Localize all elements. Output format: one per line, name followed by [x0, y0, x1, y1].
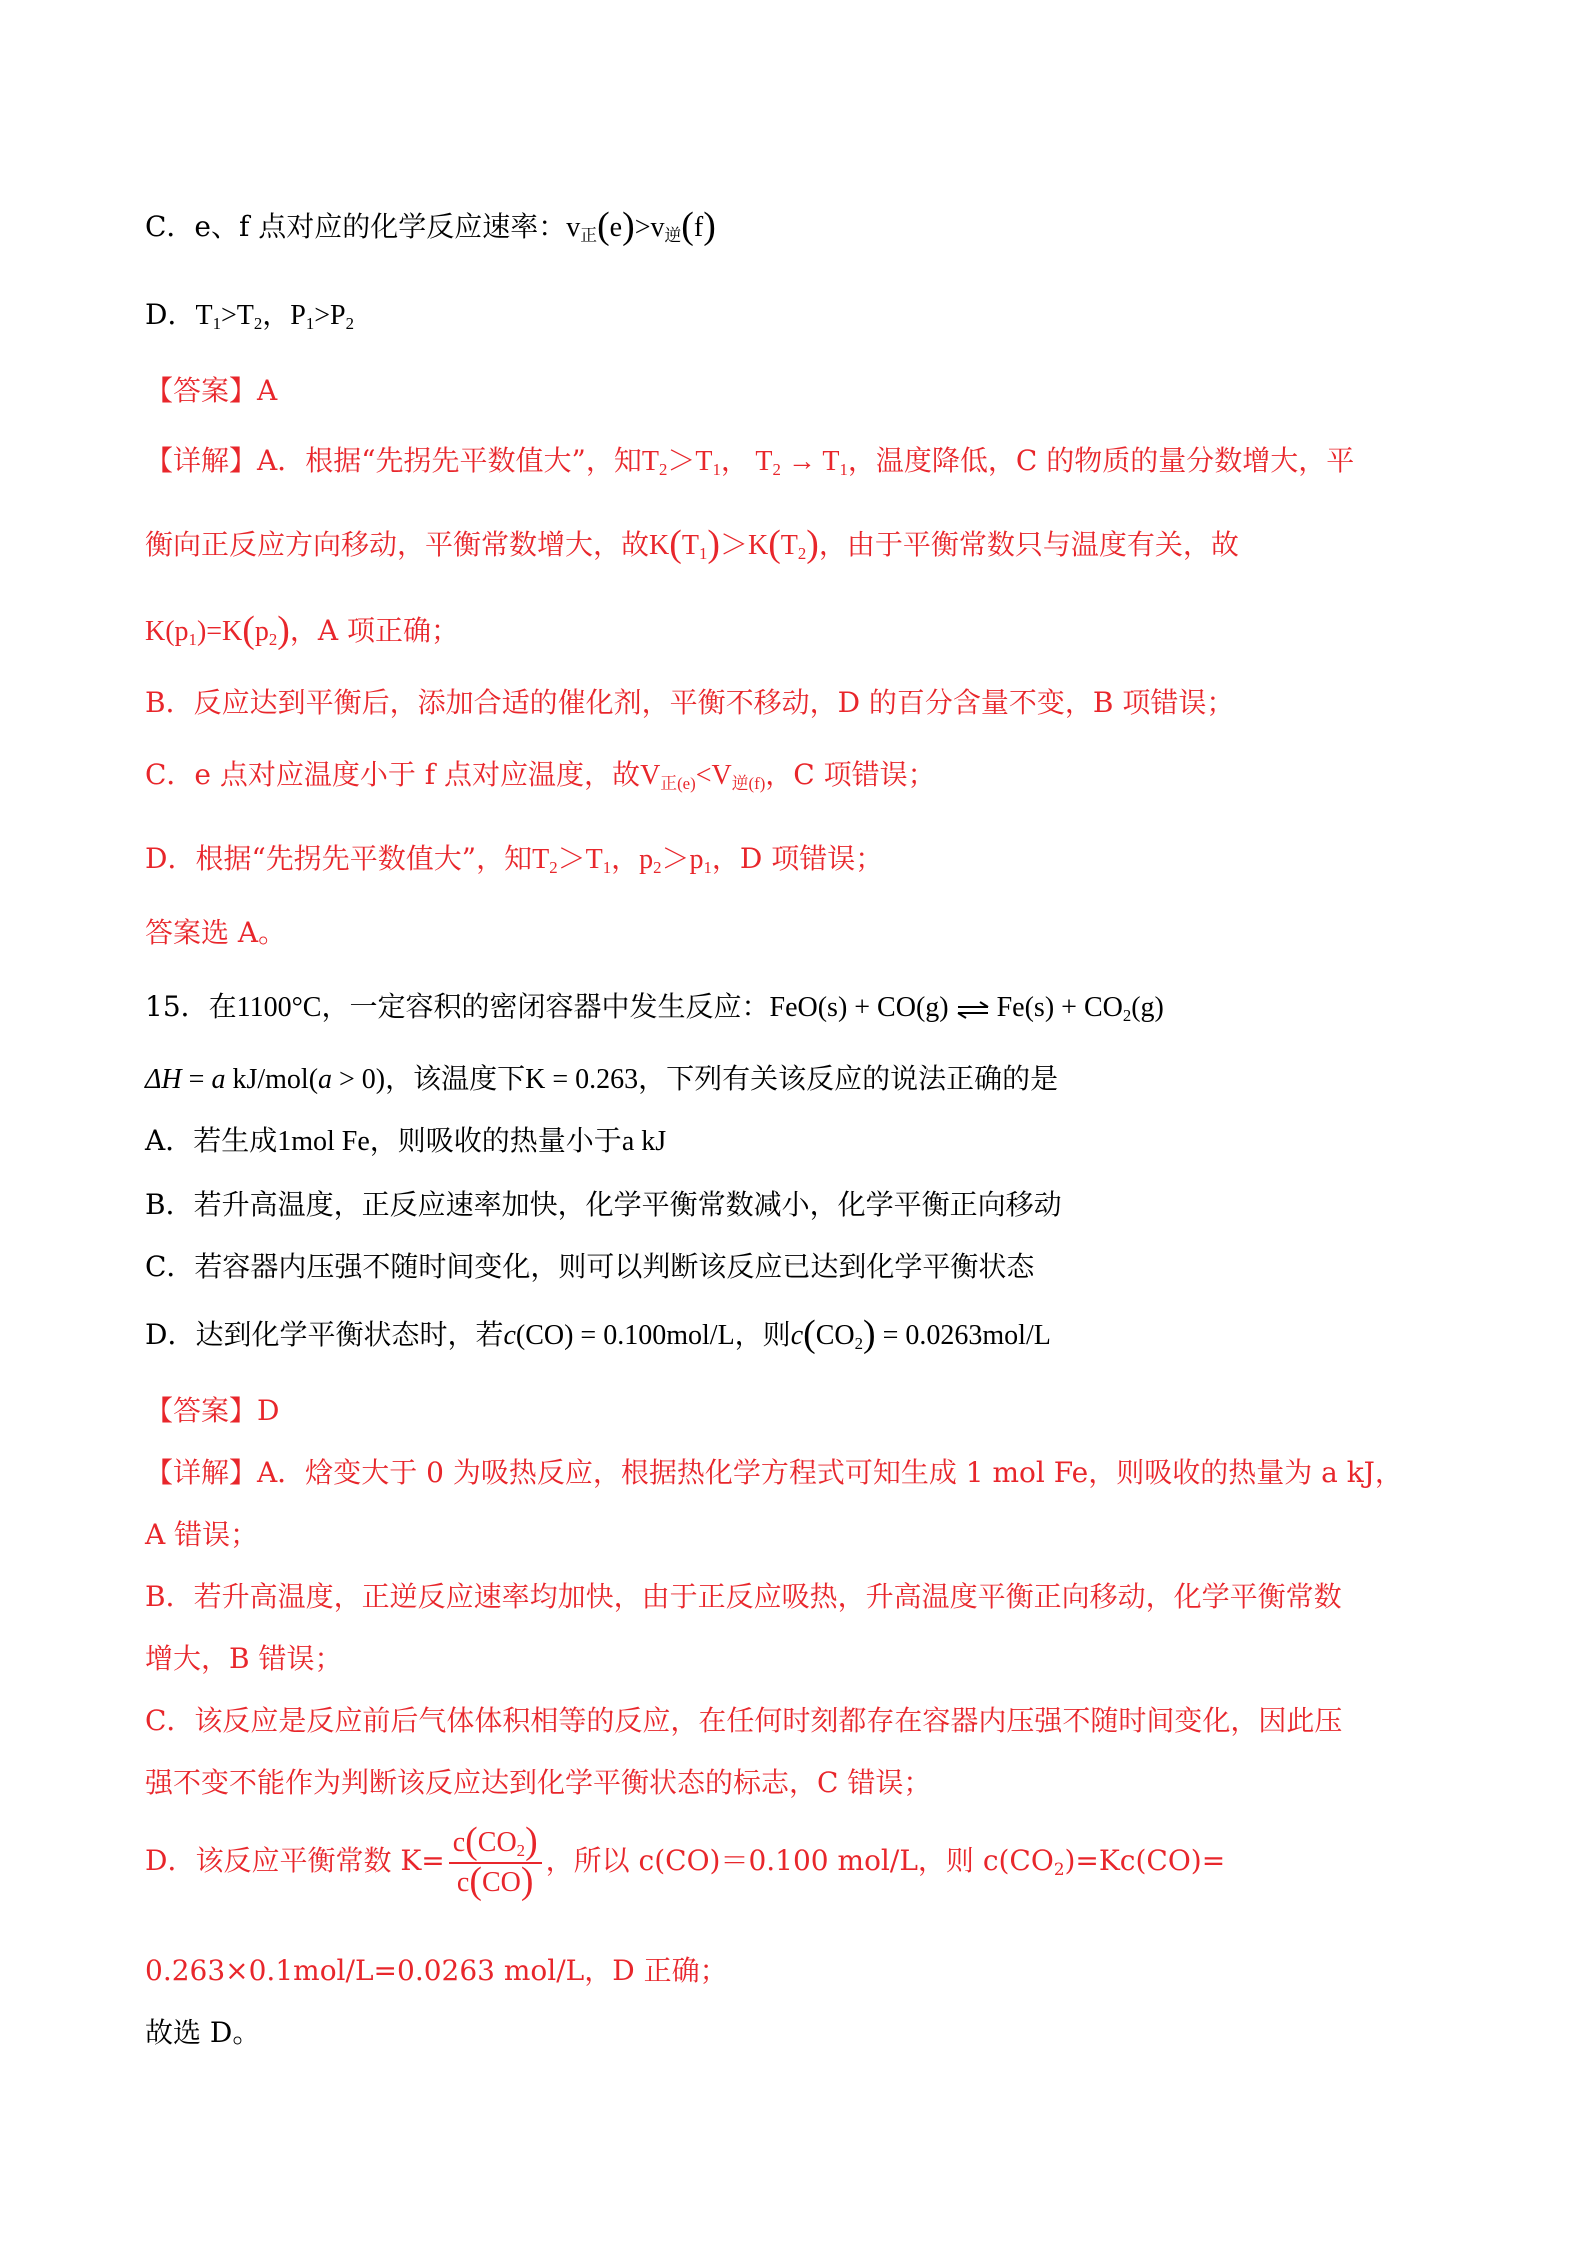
q15-detail-d-line2: 0.263×0.1mol/L=0.0263 mol/L，D 正确；	[145, 1954, 728, 1987]
detail-tag: 【详解】	[145, 444, 258, 477]
q15-detail-d-line1: D．该反应平衡常数 K= $\frac{c(CO_2)}{c(CO)}$ ，所以 c(CO)＝0.100 mol/L，则 $c(CO_2)=Kc(CO)=$	[145, 1819, 1226, 1902]
q14-detail-c: C．e 点对应温度小于 f 点对应温度，故$V_{正(e)}<V_{逆(f)}$，C 项错误；	[145, 758, 936, 794]
q14-final-answer: 答案选 A。	[145, 916, 287, 949]
q14-detail-d: D．根据“先拐先平数值大”，知$T_2>T_1$，$p_2>p_1$，D 项错误；	[145, 842, 884, 878]
q14-option-c: C．e、f 点对应的化学反应速率：$v_正(e)>v_逆(f)$	[145, 204, 716, 247]
answer-tag: 【答案】	[145, 374, 258, 407]
q15-detail-c-line2: 强不变不能作为判断该反应达到化学平衡状态的标志，C 错误；	[145, 1766, 932, 1799]
q14-detail-b: B．反应达到平衡后，添加合适的催化剂，平衡不移动，D 的百分含量不变，B 项错误；	[145, 686, 1235, 719]
answer-value: D	[257, 1394, 280, 1427]
q15-stem-line1: 15．在1100°C，一定容积的密闭容器中发生反应：FeO(s) + CO(g) $Fe(s) + CO_2(g)$	[145, 990, 1164, 1026]
q14-detail-a-line3: $K(p_1)=K(p_2)$，A 项正确；	[145, 608, 459, 651]
answer-value: A	[257, 374, 278, 407]
q15-option-c: C．若容器内压强不随时间变化，则可以判断该反应已达到化学平衡状态	[145, 1250, 1035, 1283]
q14-detail-a-line2: 衡向正反应方向移动，平衡常数增大，故$K(T_1)>K(T_2)$，由于平衡常数只与温度有关，故	[145, 522, 1239, 565]
q14-detail-a-line1: 【详解】A．根据“先拐先平数值大”，知$T_2>T_1$， $T_2 \to T_1$，温度降低，C 的物质的量分数增大，平	[145, 444, 1355, 480]
q15-option-d: D．达到化学平衡状态时，若c(CO) = 0.100mol/L，则$c(CO_2) = 0.0263mol/L$	[145, 1312, 1051, 1355]
detail-tag: 【详解】	[145, 1456, 258, 1489]
q15-detail-b-line1: B．若升高温度，正逆反应速率均加快，由于正反应吸热，升高温度平衡正向移动，化学平衡常数	[145, 1580, 1342, 1613]
q15-final-answer: 故选 D。	[145, 2016, 261, 2049]
q15-stem-line2: ΔH = a kJ/mol(a > 0)，该温度下K = 0.263，下列有关该反应的说法正确的是	[145, 1062, 1059, 1095]
k-fraction: $\frac{c(CO_2)}{c(CO)}$	[449, 1826, 542, 1899]
q14-option-d: D．$T_1>T_2$，$P_1>P_2$	[145, 298, 354, 334]
equilibrium-arrow-icon	[956, 1000, 990, 1020]
q15-answer	[145, 1394, 279, 1428]
answer-tag: 【答案】	[145, 1394, 258, 1427]
q15-detail-c-line1: C．该反应是反应前后气体体积相等的反应，在任何时刻都存在容器内压强不随时间变化，因此压	[145, 1704, 1343, 1737]
q15-option-b: B．若升高温度，正反应速率加快，化学平衡常数减小，化学平衡正向移动	[145, 1188, 1062, 1221]
q15-detail-a-line2: A 错误；	[145, 1518, 259, 1551]
q15-detail-b-line2: 增大，B 错误；	[145, 1642, 343, 1675]
q14-answer	[145, 374, 277, 408]
q15-detail-a-line1: 【详解】A．焓变大于 0 为吸热反应，根据热化学方程式可知生成 1 mol Fe，则吸收的热量为 a kJ，	[145, 1456, 1403, 1489]
q15-option-a: A．若生成1mol Fe，则吸收的热量小于a kJ	[145, 1124, 667, 1157]
